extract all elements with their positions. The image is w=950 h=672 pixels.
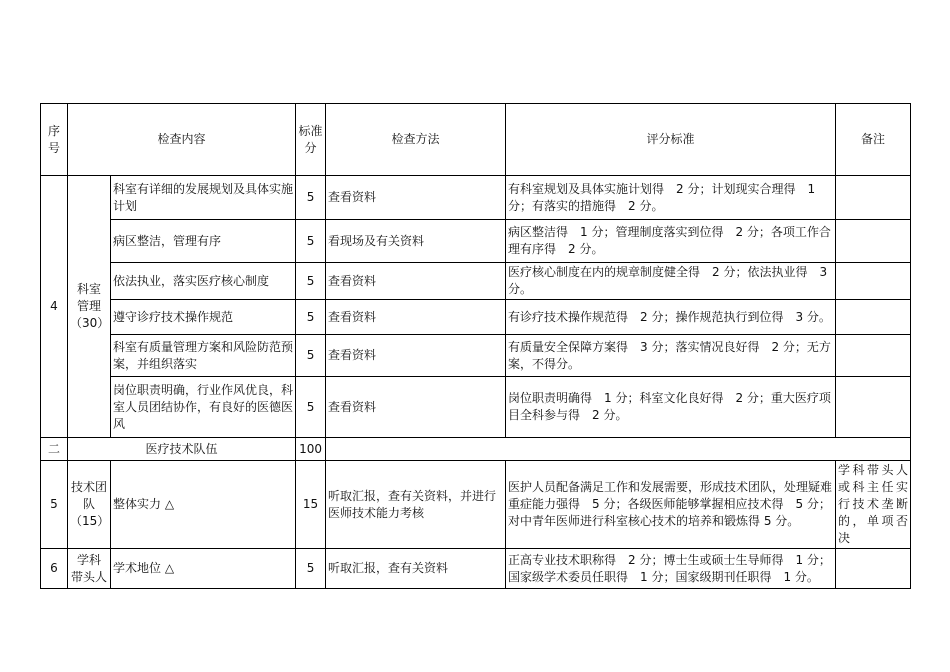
- group-seq: 二: [41, 438, 68, 461]
- header-content: 检查内容: [68, 104, 296, 176]
- criteria-cell: 病区整洁得 1 分；管理制度落实到位得 2 分；各项工作合理有序得 2 分。: [506, 220, 836, 263]
- header-seq-bottom: 号: [47, 140, 60, 155]
- table-row: [41, 335, 911, 377]
- row-seq: 6: [41, 549, 68, 589]
- score-cell: 5: [296, 263, 326, 300]
- header-seq-top: 序: [47, 123, 60, 138]
- header-score: [296, 104, 326, 176]
- section-seq: 4: [41, 176, 68, 438]
- criteria-cell: 有质量安全保障方案得 3 分；落实情况良好得 2 分；无方案，不得分。: [506, 335, 836, 377]
- item-cell: 学术地位 △: [111, 549, 296, 589]
- criteria-cell: 医护人员配备满足工作和发展需要，形成技术团队，处理疑难重症能力强得 5 分；各级医师能够掌握相应技术得 5 分；对中青年医师进行科室核心技术的培养和锻炼得 5 分。: [506, 461, 836, 549]
- group-empty: [326, 438, 911, 461]
- method-cell: 听取汇报，查有关资料，并进行医师技术能力考核: [326, 461, 506, 549]
- evaluation-table: [40, 103, 911, 589]
- remark-cell: [836, 300, 911, 335]
- table-row: [41, 549, 911, 589]
- row-category: [68, 461, 111, 549]
- remark-cell: [836, 263, 911, 300]
- table-row: [41, 220, 911, 263]
- group-row: [41, 438, 911, 461]
- item-cell: 科室有质量管理方案和风险防范预案，并组织落实: [111, 335, 296, 377]
- score-cell: 5: [296, 335, 326, 377]
- header-seq: [41, 104, 68, 176]
- category-line: 学科: [76, 552, 101, 567]
- table-row: [41, 461, 911, 549]
- category-line: 管理: [76, 299, 101, 313]
- group-score: 100: [296, 438, 326, 461]
- remark-cell: [836, 176, 911, 220]
- remark-cell: [836, 549, 911, 589]
- item-cell: 整体实力 △: [111, 461, 296, 549]
- item-cell: 依法执业，落实医疗核心制度: [111, 263, 296, 300]
- remark-cell: [836, 377, 911, 438]
- method-cell: 查看资料: [326, 300, 506, 335]
- method-cell: 听取汇报，查有关资料: [326, 549, 506, 589]
- score-cell: 5: [296, 549, 326, 589]
- category-line: 科室: [76, 282, 101, 296]
- group-title: 医疗技术队伍: [68, 438, 296, 461]
- score-cell: 5: [296, 176, 326, 220]
- header-score-bottom: 分: [304, 140, 317, 155]
- criteria-cell: 岗位职责明确得 1 分；科室文化良好得 2 分；重大医疗项目全科参与得 2 分。: [506, 377, 836, 438]
- table-row: [41, 176, 911, 220]
- remark-cell: [836, 220, 911, 263]
- header-remark: 备注: [836, 104, 911, 176]
- remark-cell: [836, 335, 911, 377]
- category-line: 队（15）: [70, 497, 110, 528]
- row-category: [68, 549, 111, 589]
- header-criteria: 评分标准: [506, 104, 836, 176]
- category-line: （30）: [70, 316, 110, 330]
- header-method: 检查方法: [326, 104, 506, 176]
- score-cell: 5: [296, 377, 326, 438]
- criteria-cell: 有科室规划及具体实施计划得 2 分；计划现实合理得 1 分；有落实的措施得 2 分。: [506, 176, 836, 220]
- method-cell: 查看资料: [326, 335, 506, 377]
- table-header-row: [41, 104, 911, 176]
- table-row: [41, 300, 911, 335]
- row-seq: 5: [41, 461, 68, 549]
- table-row: [41, 377, 911, 438]
- method-cell: 查看资料: [326, 377, 506, 438]
- criteria-cell: 正高专业技术职称得 2 分；博士生或硕士生导师得 1 分；国家级学术委员任职得 1 分；国家级期刊任职得 1 分。: [506, 549, 836, 589]
- header-score-top: 标准: [298, 123, 323, 138]
- score-cell: 5: [296, 220, 326, 263]
- remark-cell: 学科带头人或科主任实行技术垄断的，单项否决: [836, 461, 911, 549]
- method-cell: 查看资料: [326, 176, 506, 220]
- category-line: 技术团: [70, 480, 107, 494]
- item-cell: 遵守诊疗技术操作规范: [111, 300, 296, 335]
- category-line: 带头人: [70, 569, 107, 584]
- table-row: [41, 263, 911, 300]
- method-cell: 看现场及有关资料: [326, 220, 506, 263]
- criteria-cell: 有诊疗技术操作规范得 2 分；操作规范执行到位得 3 分。: [506, 300, 836, 335]
- score-cell: 15: [296, 461, 326, 549]
- item-cell: 科室有详细的发展规划及具体实施计划: [111, 176, 296, 220]
- score-cell: 5: [296, 300, 326, 335]
- criteria-cell: 医疗核心制度在内的规章制度健全得 2 分；依法执业得 3 分。: [506, 263, 836, 300]
- item-cell: 病区整洁，管理有序: [111, 220, 296, 263]
- section-category: [68, 176, 111, 438]
- method-cell: 查看资料: [326, 263, 506, 300]
- item-cell: 岗位职责明确，行业作风优良，科室人员团结协作，有良好的医德医风: [111, 377, 296, 438]
